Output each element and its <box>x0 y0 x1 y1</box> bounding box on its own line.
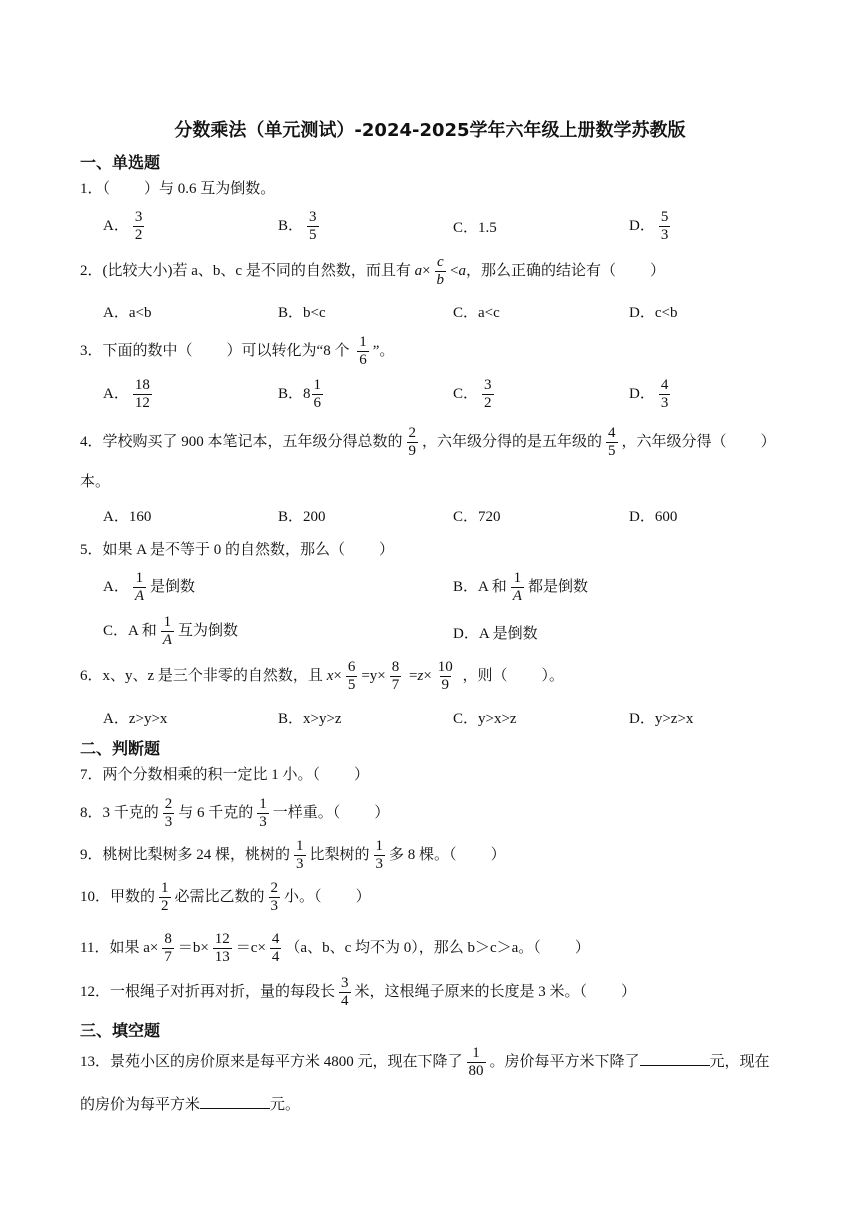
question-3: 3．下面的数中（ ）可以转化为“8 个 $\frac{1}{6}$ ”。 <box>80 334 395 368</box>
question-8: 8．3 千克的 $\frac{2}{3}$ 与 6 千克的 $\frac{1}{3}$ 一样重。（ ） <box>80 796 390 830</box>
q5-option-c[interactable]: C．A 和 $\frac{1}{A}$ 互为倒数 <box>103 614 238 648</box>
q1-option-c[interactable]: C．1.5 <box>453 220 497 236</box>
question-7: 7．两个分数相乘的积一定比 1 小。（ ） <box>80 767 370 783</box>
question-13-line2: 的房价为每平方米 元。 <box>80 1094 300 1116</box>
question-1: 1．（ ）与 0.6 互为倒数。 <box>80 181 276 197</box>
q13-blank-1[interactable] <box>640 1051 710 1066</box>
q6-option-a[interactable]: A．z>y>x <box>103 711 168 727</box>
question-11: 11．如果 a× $\frac{8}{7}$ ＝b× $\frac{12}{13}$ ＝c× $\frac{4}{4}$ （a、b、c 均不为 0），那么 b＞c＞a。（ ） <box>80 931 590 965</box>
q1-option-b[interactable]: B． $\frac{3}{5}$ <box>278 209 317 243</box>
question-5: 5．如果 A 是不等于 0 的自然数，那么（ ） <box>80 542 395 558</box>
q3-option-c[interactable]: C． $\frac{3}{2}$ <box>453 377 492 411</box>
question-4: 4．学校购买了 900 本笔记本，五年级分得总数的 $\frac{2}{9}$ ，六年级分得的是五年级的 $\frac{4}{5}$ ，六年级分得（ ） <box>80 425 776 459</box>
q1-option-a[interactable]: A． $\frac{3}{2}$ <box>103 209 143 243</box>
q2-option-b[interactable]: B．b<c <box>278 305 326 321</box>
q13-blank-2[interactable] <box>200 1094 270 1109</box>
q4-option-d[interactable]: D．600 <box>629 509 678 525</box>
q4-option-b[interactable]: B．200 <box>278 509 326 525</box>
section-heading-single-choice: 一、单选题 <box>80 153 161 172</box>
q6-option-d[interactable]: D．y>z>x <box>629 711 694 727</box>
question-9: 9．桃树比梨树多 24 棵，桃树的 $\frac{1}{3}$ 比梨树的 $\frac{1}{3}$ 多 8 棵。（ ） <box>80 838 506 872</box>
q6-option-c[interactable]: C．y>x>z <box>453 711 517 727</box>
q1-option-d[interactable]: D． $\frac{5}{3}$ <box>629 209 669 243</box>
question-12: 12．一根绳子对折再对折，量的每段长 $\frac{3}{4}$ 米，这根绳子原来的长度是 3 米。（ ） <box>80 975 637 1009</box>
q5-option-a[interactable]: A． $\frac{1}{A}$ 是倒数 <box>103 570 196 604</box>
q5-option-d[interactable]: D．A 是倒数 <box>453 626 538 642</box>
page-title: 分数乘法（单元测试）-2024-2025学年六年级上册数学苏教版 <box>174 120 686 141</box>
q4-option-a[interactable]: A．160 <box>103 509 152 525</box>
question-2: 2．(比较大小)若 a、b、c 是不同的自然数，而且有 a× $\frac{c}{b}$ <a，那么正确的结论有（ ） <box>80 254 666 288</box>
question-13: 13．景苑小区的房价原来是每平方米 4800 元，现在下降了 $\frac{1}{80}$ 。房价每平方米下降了 元，现在 <box>80 1045 770 1079</box>
q2-option-a[interactable]: A．a<b <box>103 305 152 321</box>
q3-option-a[interactable]: A． $\frac{18}{12}$ <box>103 377 150 411</box>
q2-option-d[interactable]: D．c<b <box>629 305 678 321</box>
question-6: 6．x、y、z 是三个非零的自然数，且 x× $\frac{6}{5}$ =y× $\frac{8}{7}$ =z× $\frac{10}{9}$ ，则（ ）。 <box>80 659 565 693</box>
q6-option-b[interactable]: B．x>y>z <box>278 711 342 727</box>
q3-option-d[interactable]: D． $\frac{4}{3}$ <box>629 377 669 411</box>
section-heading-fill-in: 三、填空题 <box>80 1021 161 1040</box>
question-4-line2: 本。 <box>80 474 111 490</box>
question-10: 10．甲数的 $\frac{1}{2}$ 必需比乙数的 $\frac{2}{3}$ 小。（ ） <box>80 880 371 914</box>
section-heading-true-false: 二、判断题 <box>80 739 161 758</box>
q5-option-b[interactable]: B．A 和 $\frac{1}{A}$ 都是倒数 <box>453 570 588 604</box>
q2-option-c[interactable]: C．a<c <box>453 305 500 321</box>
q3-option-b[interactable]: B．8 $\frac{1}{6}$ <box>278 377 322 411</box>
q4-option-c[interactable]: C．720 <box>453 509 501 525</box>
